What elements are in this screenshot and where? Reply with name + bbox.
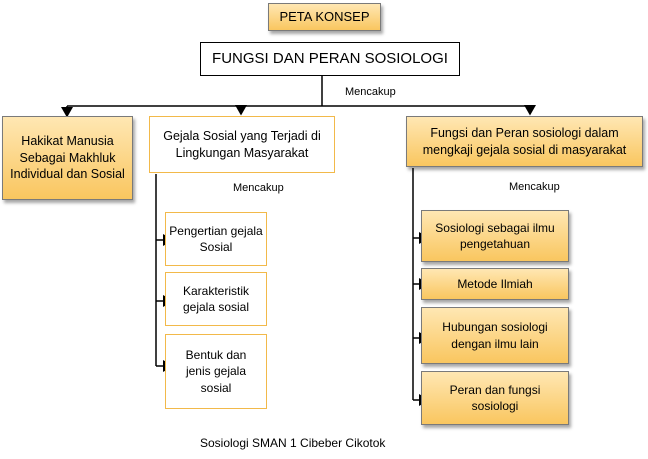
child-3-1-box: [421, 210, 569, 262]
branch-1-box: [2, 116, 133, 200]
branch-3-sub-label: Mencakup: [509, 181, 560, 193]
branch-1-text: Hakikat Manusia Sebagai Makhluk Individual dan Sosial: [10, 133, 125, 182]
branch-2-text: Gejala Sosial yang Terjadi di Lingkungan Masyarakat: [163, 128, 321, 160]
main-topic-text: FUNGSI DAN PERAN SOSIOLOGI: [212, 49, 448, 67]
main-topic-box: [200, 42, 460, 76]
title-box: [268, 3, 381, 31]
child-3-4-box: [421, 371, 569, 425]
branch-3-text: Fungsi dan Peran sosiologi dalam mengkaji gejala sosial di masyarakat: [422, 125, 627, 157]
child-3-2-text: Metode Ilmiah: [457, 276, 533, 291]
branch-2-sub-label: Mencakup: [233, 182, 284, 194]
branch-2-box: [149, 116, 335, 173]
child-3-4-text: Peran dan fungsi sosiologi: [449, 382, 541, 413]
child-2-3-box: [165, 334, 267, 409]
footer-text: Sosiologi SMAN 1 Cibeber Cikotok: [200, 436, 386, 450]
child-2-3-text: Bentuk dan jenis gejala sosial: [185, 348, 247, 395]
child-3-1-text: Sosiologi sebagai ilmu pengetahuan: [435, 220, 555, 251]
child-2-2-box: [165, 272, 267, 326]
child-3-3-box: [421, 307, 569, 364]
connector-label: Mencakup: [345, 86, 396, 98]
title-text: PETA KONSEP: [279, 9, 370, 25]
child-2-1-text: Pengertian gejala Sosial: [169, 223, 263, 254]
child-2-1-box: [165, 212, 267, 266]
child-3-2-box: [421, 268, 569, 300]
child-3-3-text: Hubungan sosiologi dengan ilmu lain: [442, 320, 548, 351]
child-2-2-text: Karakteristik gejala sosial: [182, 283, 250, 314]
branch-3-box: [406, 116, 643, 167]
